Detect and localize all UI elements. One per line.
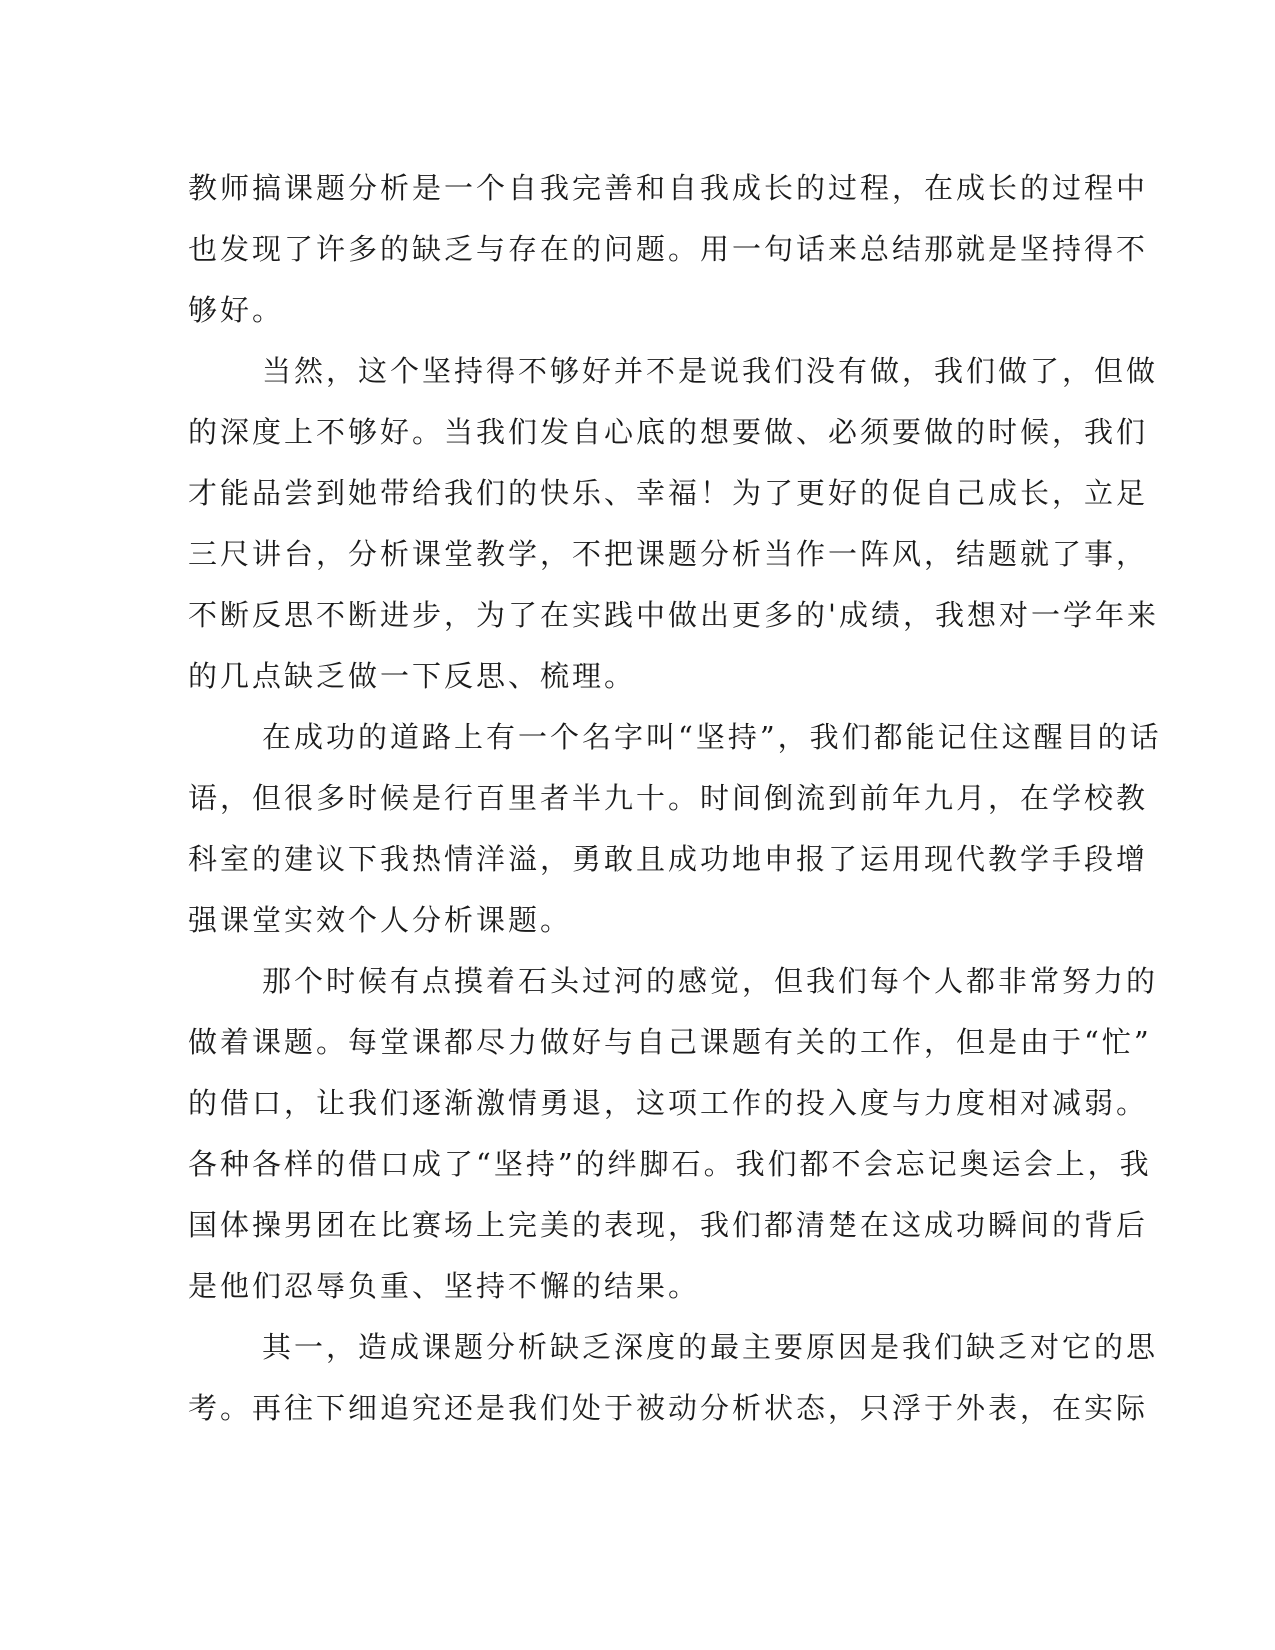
paragraph-2 xyxy=(188,341,1159,707)
text-line: 当然，这个坚持得不够好并不是说我们没有做，我们做了，但做 xyxy=(262,354,1159,388)
paragraph-5 xyxy=(188,1317,1159,1439)
paragraph-3 xyxy=(188,707,1162,951)
text-line: 三尺讲台，分析课堂教学，不把课题分析当作一阵风，结题就了事， xyxy=(188,537,1149,571)
text-line: 教师搞课题分析是一个自我完善和自我成长的过程，在成长的过程中 xyxy=(188,171,1149,205)
text-line: 不断反思不断进步，为了在实践中做出更多的'成绩，我想对一学年来 xyxy=(188,598,1159,632)
paragraph-4 xyxy=(188,951,1159,1317)
text-line: 的深度上不够好。当我们发自心底的想要做、必须要做的时候，我们 xyxy=(188,415,1149,449)
text-line: 才能品尝到她带给我们的快乐、幸福！为了更好的促自己成长，立足 xyxy=(188,476,1149,510)
text-line: 语，但很多时候是行百里者半九十。时间倒流到前年九月，在学校教 xyxy=(188,781,1149,815)
document-body xyxy=(188,158,1162,1439)
text-line: 的几点缺乏做一下反思、梳理。 xyxy=(188,659,637,693)
text-line: 各种各样的借口成了“坚持”的绊脚石。我们都不会忘记奥运会上，我 xyxy=(188,1147,1152,1181)
text-line: 那个时候有点摸着石头过河的感觉，但我们每个人都非常努力的 xyxy=(262,964,1159,998)
text-line: 够好。 xyxy=(188,293,285,327)
text-line: 国体操男团在比赛场上完美的表现，我们都清楚在这成功瞬间的背后 xyxy=(188,1208,1149,1242)
text-line: 强课堂实效个人分析课题。 xyxy=(188,903,573,937)
text-line: 其一，造成课题分析缺乏深度的最主要原因是我们缺乏对它的思 xyxy=(262,1330,1159,1364)
text-line: 也发现了许多的缺乏与存在的问题。用一句话来总结那就是坚持得不 xyxy=(188,232,1149,266)
text-line: 的借口，让我们逐渐激情勇退，这项工作的投入度与力度相对减弱。 xyxy=(188,1086,1149,1120)
paragraph-1 xyxy=(188,158,1149,341)
text-line: 在成功的道路上有一个名字叫“坚持”，我们都能记住这醒目的话 xyxy=(262,720,1162,754)
text-line: 是他们忍辱负重、坚持不懈的结果。 xyxy=(188,1269,701,1303)
text-line: 考。再往下细追究还是我们处于被动分析状态，只浮于外表，在实际 xyxy=(188,1391,1149,1425)
text-line: 科室的建议下我热情洋溢，勇敢且成功地申报了运用现代教学手段增 xyxy=(188,842,1149,876)
text-line: 做着课题。每堂课都尽力做好与自己课题有关的工作，但是由于“忙” xyxy=(188,1025,1152,1059)
